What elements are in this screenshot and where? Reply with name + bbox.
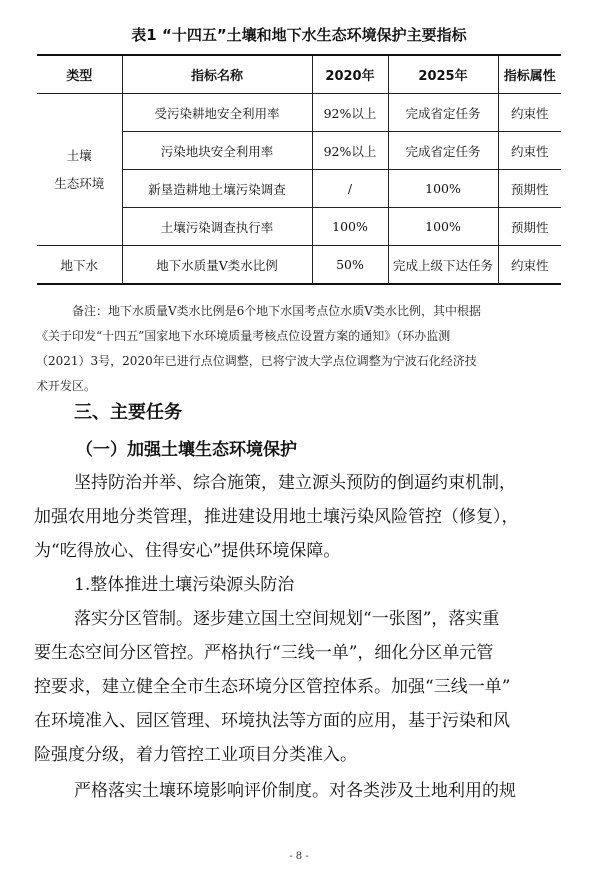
subsection-heading: （一）加强土壤生态环境保护 xyxy=(76,440,297,460)
table-row xyxy=(37,94,561,132)
cell-2020: 50% xyxy=(312,246,388,285)
cell-2025: 100% xyxy=(388,208,498,246)
header-indicator-name: 指标名称 xyxy=(122,55,312,94)
cell-2025: 完成省定任务 xyxy=(388,132,498,170)
header-2025: 2025年 xyxy=(388,55,498,94)
item-heading: 1.整体推进土壤污染源头防治 xyxy=(74,575,295,595)
paragraph-line: 坚持防治并举、综合施策，建立源头预防的倒逼约束机制， xyxy=(74,473,516,493)
cell-2025: 100% xyxy=(388,170,498,208)
cell-attribute: 约束性 xyxy=(498,94,561,132)
paragraph-line: 为“吃得放心、住得安心”提供环境保障。 xyxy=(34,541,341,561)
cell-2020: / xyxy=(312,170,388,208)
paragraph-line: 要生态空间分区管控。严格执行“三线一单”，细化分区单元管 xyxy=(34,643,494,663)
category-soil-line1: 土壤 xyxy=(66,147,92,163)
note-line: （2021）3号，2020年已进行点位调整，已将宁波大学点位调整为宁波石化经济技 xyxy=(36,354,477,368)
indicator-table xyxy=(37,54,561,285)
header-attribute: 指标属性 xyxy=(498,55,561,94)
paragraph-line: 严格落实土壤环境影响评价制度。对各类涉及土地利用的规 xyxy=(74,781,516,801)
cell-name: 土壤污染调查执行率 xyxy=(122,208,312,246)
header-type: 类型 xyxy=(37,55,122,94)
note-line: 备注：地下水质量V类水比例是6个地下水国考点位水质V类水比例，其中根据 xyxy=(72,304,481,318)
table-note xyxy=(36,299,568,399)
page-number: - 8 - xyxy=(289,851,309,862)
cell-2025: 完成省定任务 xyxy=(388,94,498,132)
cell-attribute: 预期性 xyxy=(498,208,561,246)
cell-name: 污染地块安全利用率 xyxy=(122,132,312,170)
cell-name: 受污染耕地安全利用率 xyxy=(122,94,312,132)
category-soil xyxy=(37,94,122,246)
cell-2025: 完成上级下达任务 xyxy=(388,246,498,285)
table-row xyxy=(37,246,561,285)
cell-name: 地下水质量V类水比例 xyxy=(122,246,312,285)
category-groundwater: 地下水 xyxy=(37,246,122,285)
section-heading: 三、主要任务 xyxy=(74,402,182,423)
category-soil-line2: 生态环境 xyxy=(54,175,105,191)
table-title: 表1 “十四五”土壤和地下水生态环境保护主要指标 xyxy=(131,26,467,44)
cell-attribute: 预期性 xyxy=(498,170,561,208)
cell-2020: 100% xyxy=(312,208,388,246)
header-2020: 2020年 xyxy=(312,55,388,94)
note-line: 术开发区。 xyxy=(36,379,97,393)
table-header-row xyxy=(37,55,561,94)
cell-2020: 92%以上 xyxy=(312,132,388,170)
note-line: 《关于印发“十四五”国家地下水环境质量考核点位设置方案的通知》（环办监测 xyxy=(36,329,451,343)
paragraph-line: 在环境准入、园区管理、环境执法等方面的应用，基于污染和风 xyxy=(34,711,510,731)
paragraph-line: 险强度分级，着力管控工业项目分类准入。 xyxy=(34,745,357,765)
cell-attribute: 约束性 xyxy=(498,246,561,285)
paragraph-line: 加强农用地分类管理，推进建设用地土壤污染风险管控（修复）， xyxy=(34,507,519,527)
paragraph-line: 控要求，建立健全全市生态环境分区管控体系。加强“三线一单” xyxy=(34,677,511,697)
paragraph-line: 落实分区管制。逐步建立国土空间规划“一张图”，落实重 xyxy=(74,609,500,629)
cell-name: 新垦造耕地土壤污染调查 xyxy=(122,170,312,208)
cell-2020: 92%以上 xyxy=(312,94,388,132)
cell-attribute: 约束性 xyxy=(498,132,561,170)
